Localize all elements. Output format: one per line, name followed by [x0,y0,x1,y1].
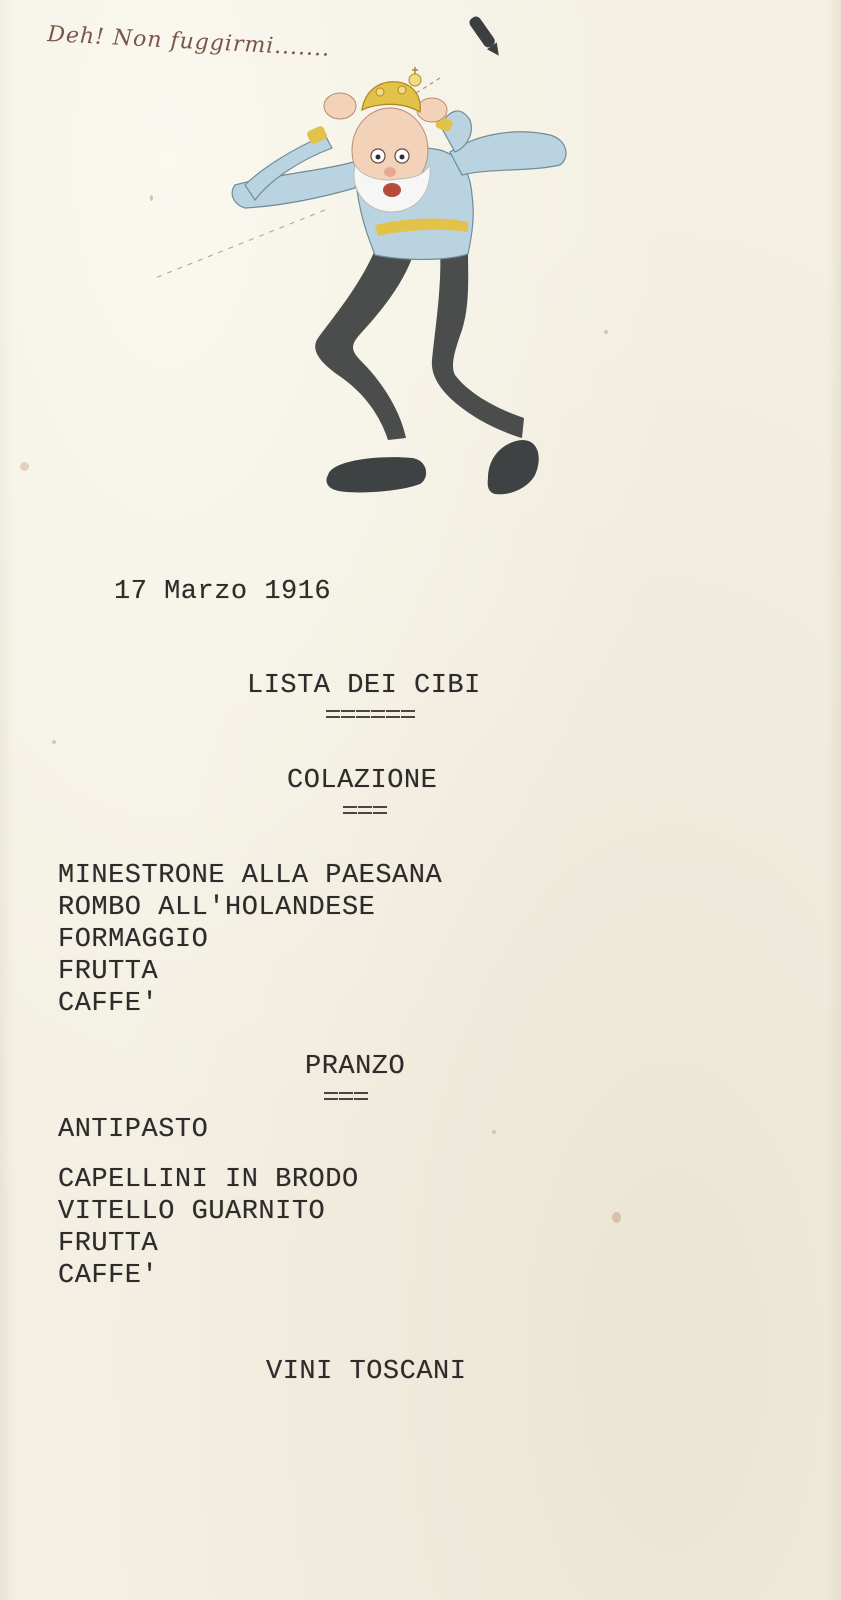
list-item: CAFFE' [58,989,159,1019]
paper-speck [612,1212,621,1223]
list-item: FORMAGGIO [58,925,209,955]
list-item: ROMBO ALL'HOLANDESE [58,893,376,923]
list-item: VITELLO GUARNITO [58,1197,326,1227]
menu-date: 17 Marzo 1916 [114,577,332,607]
caricature-illustration [150,10,600,510]
paper-speck [52,740,56,744]
pranzo-underline [324,1090,369,1102]
handwritten-caption: Deh! Non fuggirmi....... [46,22,331,62]
wines-line: VINI TOSCANI [266,1357,467,1387]
list-item: FRUTTA [58,957,159,987]
colazione-underline [343,804,388,816]
list-item: FRUTTA [58,1229,159,1259]
colazione-heading: COLAZIONE [287,766,438,796]
paper-speck [150,195,153,201]
pranzo-items [58,1164,359,1292]
paper-speck [20,462,29,471]
list-item: CAPELLINI IN BRODO [58,1165,359,1195]
paper-speck [492,1130,496,1134]
menu-title: LISTA DEI CIBI [247,671,481,701]
list-item: CAFFE' [58,1261,159,1291]
colazione-items [58,860,442,1020]
title-underline [326,708,416,720]
paper-speck [604,330,608,334]
list-item: MINESTRONE ALLA PAESANA [58,861,443,891]
pranzo-heading: PRANZO [305,1052,406,1082]
antipasto-item: ANTIPASTO [58,1115,209,1145]
